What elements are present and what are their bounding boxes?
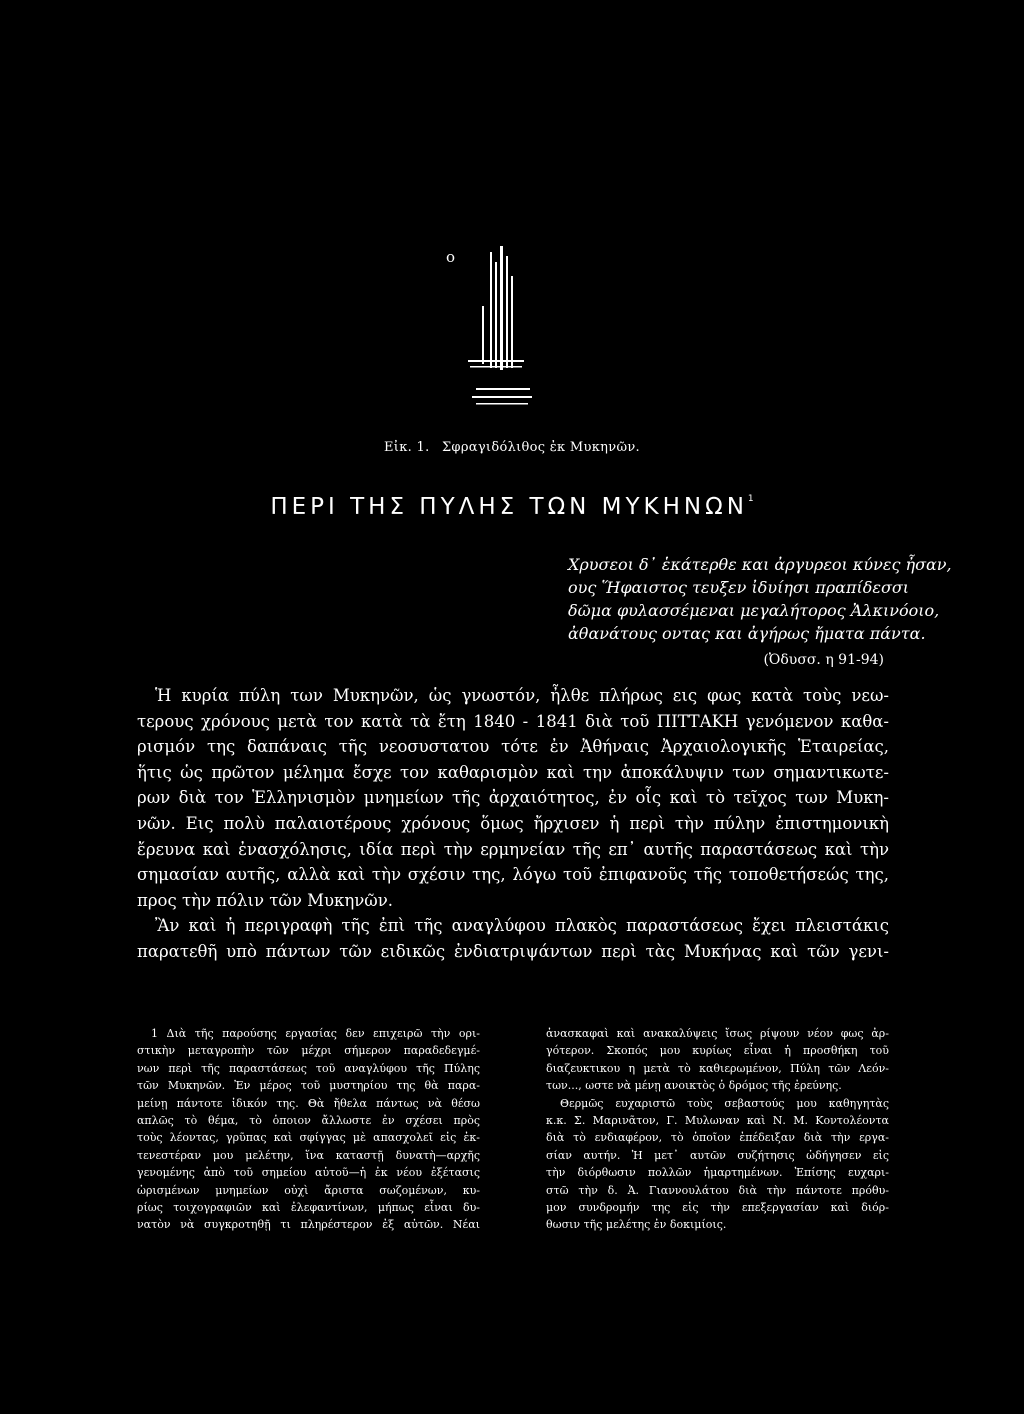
seal-line-1: [468, 360, 524, 362]
footnote-line: κ.κ. Σ. Μαρινᾶτον, Γ. Μυλωναν καὶ Ν. Μ. Κοντολέοντα: [546, 1114, 889, 1128]
body-line: νῶν. Εις πολὺ παλαιοτέρους χρόνους ὅμως ἤρχισεν ἡ περὶ τὴν πύλην ἐπιστημονικὴ: [137, 813, 889, 833]
footnote-line: μείνῃ πάντοτε ἰδικόν της. Θὰ ἤθελα πάντως νὰ θέσω: [137, 1096, 480, 1110]
body-line: ρισμόν της δαπάναις τῆς νεοσυστατου τότε ἐν Ἀθήναις Ἀρχαιολογικῆς Ἑταιρείας,: [137, 737, 889, 757]
seal-mark: ο: [446, 248, 456, 266]
footnote-line: στῶ τὴν δ. Ἀ. Γιαννουλάτου διὰ τὴν πάντοτε πρόθυ-: [546, 1183, 889, 1197]
seal-stroke-4: [506, 256, 508, 368]
title-text: ΠΕΡΙ ΤΗΣ ΠΥΛΗΣ ΤΩΝ ΜΥΚΗΝΩΝ: [270, 494, 748, 520]
body-line: παρατεθῆ υπὸ πάντων τῶν ειδικῶς ἐνδιατριψάντων περὶ τὰς Μυκήνας καὶ τῶν γενι-: [137, 941, 889, 961]
page-title: [0, 494, 1024, 520]
seal-stroke-3: [500, 246, 503, 370]
seal-stroke-1: [490, 252, 492, 368]
footnote-line: γενομένης ἀπὸ τοῦ σημείου αὐτοῦ—ἡ ἐκ νέου ἐξέτασις: [137, 1166, 480, 1180]
epigraph: [568, 553, 952, 672]
footnote-line: Θερμῶς ευχαριστῶ τοὺς σεβαστούς μου καθηγητὰς: [560, 1096, 889, 1110]
footnote-line: τῶν Μυκηνῶν. Ἐν μέρος τοῦ μυστηρίου της θὰ παρα-: [137, 1079, 480, 1093]
figure-caption: [0, 440, 1024, 455]
footnote-line: απλῶς τὸ θέμα, τὸ ὁποιον ἄλλωστε ἐν σχέσει πρὸς: [137, 1114, 480, 1128]
seal-stroke-2: [495, 262, 497, 368]
epigraph-line: Χρυσεοι δ᾽ ἑκάτερθε και ἀργυρεοι κύνες ἦσαν,: [568, 555, 952, 574]
footnote-line: στικὴν μεταγροπὴν τῶν μέχρι σήμερον παραδεδεγμέ-: [137, 1044, 480, 1058]
seal-stone-figure: [440, 236, 550, 412]
body-line: τερους χρόνους μετὰ τον κατὰ τὰ ἔτη 1840 - 1841 διὰ τοῦ ΠΙΤΤΑΚΗ γενόμενον καθα-: [137, 711, 889, 731]
footnote-line: τενεστέραν μου μελέτην, ἵνα καταστῇ δυνατὴ—αρχῆς: [137, 1148, 480, 1162]
body-line: σημασίαν αυτῆς, αλλὰ καὶ τὴν σχέσιν της, λόγω τοῦ ἐπιφανοῦς τῆς τοποθετήσεώς της,: [137, 865, 889, 885]
body-line: ἔρευνα καὶ ἐνασχόλησις, ιδία περὶ τὴν ερμηνείαν τῆς επ᾽ αυτῆς παραστάσεως καὶ τὴν: [137, 839, 889, 859]
epigraph-line: ους Ἥφαιστος τευξεν ἰδυίησι πραπίδεσσι: [568, 578, 910, 597]
footnote-line: σίαν αυτήν. Ἡ μετ᾽ αυτῶν συζήτησις ὠδήγησεν εἰς: [546, 1148, 889, 1162]
footnote-line: ρίως τοιχογραφιῶν καὶ ἐλεφαντίνων, μήπως εἶναι δυ-: [137, 1201, 480, 1215]
seal-stone-drawing: [440, 236, 550, 412]
caption-text: Σφραγιδόλιθος ἐκ Μυκηνῶν.: [441, 440, 640, 455]
footnotes-right-column: [546, 1025, 889, 1234]
caption-label: Εἰκ. 1.: [384, 440, 430, 455]
body-line: προς τὴν πόλιν τῶν Μυκηνῶν.: [137, 890, 393, 910]
footnote-line: νων περὶ τῆς παραστάσεως τοῦ αναγλύφου τῆς Πύλης: [137, 1061, 480, 1075]
epigraph-line: δῶμα φυλασσέμεναι μεγαλήτορος Ἀλκινόοιο,: [568, 601, 940, 620]
footnote-line: νατὸν νὰ συγκροτηθῇ τι πληρέστερον ἐξ αὐτῶν. Νέαι: [137, 1218, 480, 1232]
seal-line-2: [470, 366, 522, 368]
footnote-line: θωσιν τῆς μελέτης ἐν δοκιμίοις.: [546, 1218, 727, 1232]
epigraph-line: ἀθανάτους οντας και ἀγήρως ἤματα πάντα.: [568, 624, 926, 643]
body-line: Ἂν καὶ ἡ περιγραφὴ τῆς ἐπὶ τῆς αναγλύφου πλακὸς παραστάσεως ἔχει πλειστάκις: [155, 916, 889, 936]
footnote-line: γότερον. Σκοπός μου κυρίως εἶναι ἡ προσθήκη τοῦ: [546, 1044, 889, 1058]
footnote-line: διαζευκτικου η μετὰ τὸ καθιερωμένον, Πύλη τῶν Λεόν-: [546, 1061, 889, 1075]
seal-line-5: [476, 403, 528, 405]
seal-stroke-6: [482, 306, 484, 364]
body-line: ρων διὰ τον Ἑλληνισμὸν μνημείων τῆς ἀρχαιότητος, ἐν οἷς καὶ τὸ τεῖχος των Μυκη-: [137, 788, 889, 808]
footnote-line: τὴν διόρθωσιν πολλῶν ἡμαρτημένων. Ἐπίσης ευχαρι-: [546, 1166, 889, 1180]
footnote-line: ὡρισμένων μνημείων οὐχὶ ἄριστα σωζομένων, κυ-: [137, 1183, 480, 1197]
body-line: Ἡ κυρία πύλη των Μυκηνῶν, ὡς γνωστόν, ἦλθε πλήρως εις φως κατὰ τοὺς νεω-: [155, 686, 889, 705]
title-footnote-ref: 1: [747, 494, 754, 504]
epigraph-source: (Ὀδυσσ. η 91-94): [763, 652, 884, 668]
footnote-line: μον συνδρομήν της εἰς τὴν επεξεργασίαν καὶ διόρ-: [546, 1201, 889, 1215]
footnote-line: 1 Διὰ τῆς παρούσης εργασίας δεν επιχειρῶ τὴν ορι-: [151, 1027, 480, 1040]
footnotes-left-column: [137, 1025, 480, 1234]
body-text: [137, 683, 889, 965]
footnote-line: των..., ωστε νὰ μένῃ ανοικτὸς ὁ δρόμος τῆς ἐρεύνης.: [546, 1079, 842, 1093]
seal-line-3: [476, 388, 530, 390]
seal-line-4: [472, 396, 532, 398]
body-line: ἥτις ὡς πρῶτον μέλημα ἔσχε τον καθαρισμὸν καὶ την ἀποκάλυψιν των σημαντικωτε-: [137, 762, 889, 782]
footnote-line: διὰ τὸ ενδιαφέρον, τὸ ὁποῖον ἐπέδειξαν διὰ τὴν εργα-: [546, 1131, 889, 1145]
seal-stroke-5: [511, 276, 513, 368]
footnote-line: ἀνασκαφαὶ καὶ ανακαλύψεις ἴσως ρίψουν νέον φως ἀρ-: [546, 1027, 889, 1040]
footnote-line: τοὺς λέοντας, γρῦπας καὶ σφίγγας μὲ απασχολεῖ εἰς ἐκ-: [137, 1131, 480, 1145]
